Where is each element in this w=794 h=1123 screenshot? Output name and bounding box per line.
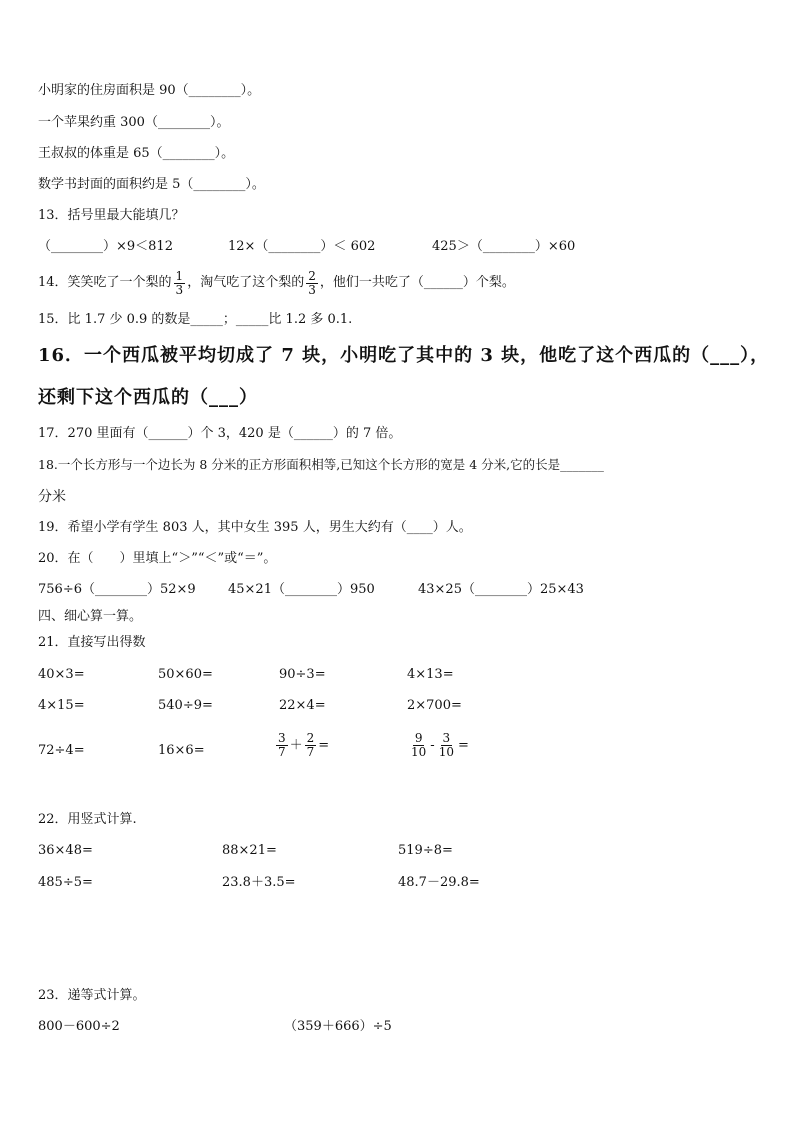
- q21-r1-c4: 4×13=: [407, 667, 454, 682]
- q16-line-1: 16．一个西瓜被平均切成了 7 块，小明吃了其中的 3 块，他吃了这个西瓜的（___），: [38, 345, 770, 366]
- q18-line-1: 18.一个长方形与一个边长为 8 分米的正方形面积相等,已知这个长方形的宽是 4 分米,它的长是_______: [38, 457, 604, 472]
- q21-r1-c2: 50×60=: [158, 667, 213, 682]
- q14: [38, 266, 515, 300]
- q15: 15．比 1.7 少 0.9 的数是_____；_____比 1.2 多 0.1.: [38, 312, 353, 327]
- q23-item-1: 800－600÷2: [38, 1019, 120, 1034]
- fill-item-3: 王叔叔的体重是 65（________）。: [38, 146, 235, 161]
- q21-b-equals: =: [457, 737, 469, 753]
- q21-r2-c1: 4×15=: [38, 698, 85, 713]
- q20-item-3: 43×25（________）25×43: [418, 582, 584, 597]
- q14-fraction-2-numerator: 2: [308, 268, 316, 283]
- q14-text-2: ，淘气吃了这个梨的: [187, 275, 305, 290]
- q13-item-1: （________）×9＜812: [38, 239, 173, 254]
- q14-fraction-1-denominator: 3: [175, 282, 184, 297]
- q22-r1-c1: 36×48=: [38, 843, 93, 858]
- q14-text-1: 14．笑笑吃了一个梨的: [38, 275, 172, 290]
- q21-r1-c1: 40×3=: [38, 667, 85, 682]
- q13-title: 13．括号里最大能填几？: [38, 208, 185, 223]
- q21-b-operator: -: [430, 737, 435, 753]
- q14-fraction-1: [174, 270, 186, 297]
- q17: 17．270 里面有（______）个 3，420 是（______）的 7 倍。: [38, 426, 402, 441]
- q21-b-num-2: 3: [442, 731, 451, 745]
- q21-a-fraction-2: [305, 732, 317, 759]
- q21-fraction-expr-a: [274, 732, 329, 759]
- q21-r2-c4: 2×700=: [407, 698, 462, 713]
- q20-item-2: 45×21（________）950: [228, 582, 375, 597]
- q21-title: 21．直接写出得数: [38, 635, 146, 650]
- fill-item-2: 一个苹果约重 300（________）。: [38, 115, 230, 130]
- q23-title: 23．递等式计算。: [38, 988, 146, 1003]
- q21-b-num-1: 9: [414, 731, 423, 745]
- q21-a-fraction-1: [276, 732, 288, 759]
- q21-b-fraction-2: [437, 732, 456, 759]
- q20-title: 20．在（ ）里填上“＞”“＜”或“＝”。: [38, 551, 277, 566]
- fill-item-1: 小明家的住房面积是 90（________）。: [38, 83, 261, 98]
- q20-item-1: 756÷6（________）52×9: [38, 582, 196, 597]
- q21-a-num-1: 3: [278, 731, 286, 745]
- q21-r2-c2: 540÷9=: [158, 698, 213, 713]
- q18-line-2: 分米: [38, 489, 66, 505]
- q21-b-fraction-1: [409, 732, 428, 759]
- q23-item-2: （359＋666）÷5: [284, 1019, 392, 1034]
- section-4-heading: 四、细心算一算。: [38, 609, 143, 624]
- q21-b-den-2: 10: [438, 745, 454, 759]
- q22-title: 22．用竖式计算.: [38, 812, 137, 827]
- q22-r2-c3: 48.7－29.8=: [398, 875, 480, 890]
- q21-r3-c2: 16×6=: [158, 743, 205, 758]
- q19: 19．希望小学有学生 803 人，其中女生 395 人，男生大约有（____）人。: [38, 520, 472, 535]
- q21-fraction-expr-b: [407, 732, 469, 759]
- q21-b-den-1: 10: [411, 745, 427, 759]
- q14-fraction-2-denominator: 3: [308, 282, 316, 297]
- q22-r2-c1: 485÷5=: [38, 875, 93, 890]
- q16-line-2: 还剩下这个西瓜的（___）: [38, 387, 258, 408]
- q13-item-2: 12×（________）＜ 602: [228, 239, 376, 254]
- q21-r3-c1: 72÷4=: [38, 743, 85, 758]
- q13-item-3: 425＞（________）×60: [432, 239, 576, 254]
- q22-r1-c2: 88×21=: [222, 843, 277, 858]
- q22-r2-c2: 23.8＋3.5=: [222, 875, 296, 890]
- q21-a-num-2: 2: [306, 731, 315, 745]
- q21-r1-c3: 90÷3=: [279, 667, 326, 682]
- q21-a-equals: =: [318, 737, 330, 753]
- q22-r1-c3: 519÷8=: [398, 843, 453, 858]
- q21-a-operator: ＋: [289, 737, 303, 753]
- q14-text-3: ，他们一共吃了（______）个梨。: [319, 275, 515, 290]
- fill-item-4: 数学书封面的面积约是 5（________）。: [38, 177, 265, 192]
- q21-r2-c3: 22×4=: [279, 698, 326, 713]
- q21-a-den-2: 7: [306, 745, 315, 759]
- q14-fraction-2: [306, 270, 318, 297]
- q14-fraction-1-numerator: 1: [175, 268, 184, 283]
- q21-a-den-1: 7: [278, 745, 286, 759]
